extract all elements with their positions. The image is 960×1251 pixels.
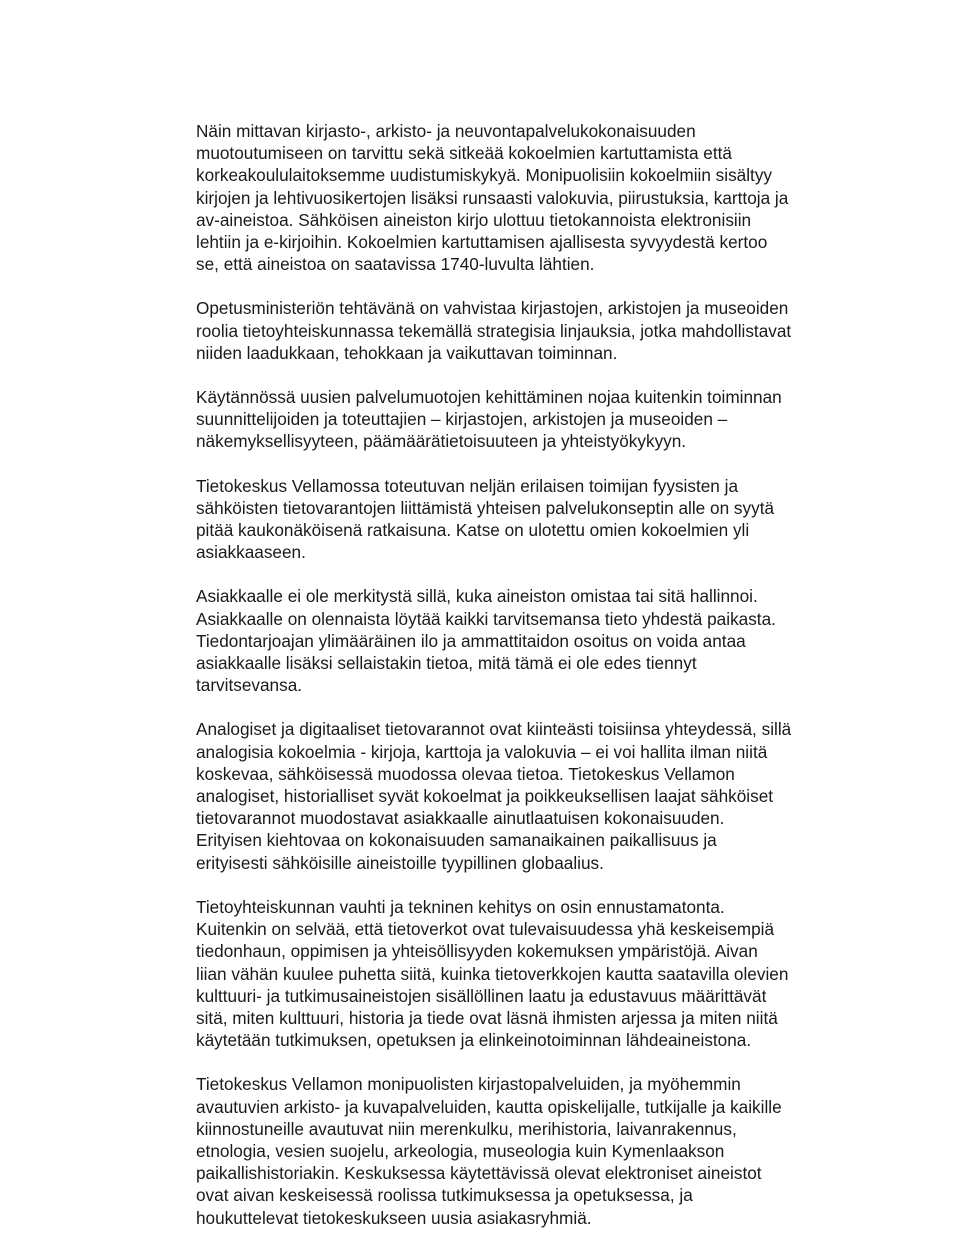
text-line: tiedonhaun, oppimisen ja yhteisöllisyyden kokemuksen ympäristöjä. Aivan [196,941,758,962]
paragraph-2 [196,297,896,364]
paragraph-5 [196,585,896,696]
text-line: Analogiset ja digitaaliset tietovarannot ovat kiinteästi toisiinsa yhteydessä, sillä [196,719,792,740]
text-line: Tietokeskus Vellamossa toteutuvan neljän erilaisen toimijan fyysisten ja [196,475,739,496]
text-line: korkeakoululaitoksemme uudistumiskykyä. Monipuolisiin kokoelmiin sisältyy [196,165,773,186]
paragraph-4 [196,475,896,564]
text-line: Näin mittavan kirjasto-, arkisto- ja neuvontapalvelukokonaisuuden [196,121,696,141]
text-line: se, että aineistoa on saatavissa 1740-luvulta lähtien. [196,254,595,275]
text-line: erityisesti sähköisille aineistoille tyypillinen globaalius. [196,852,604,873]
text-line: liian vähän kuulee puhetta siitä, kuinka tietoverkkojen kautta saatavilla olevien [196,963,789,984]
text-line: pitää kaukonäköisenä ratkaisuna. Katse on ulotettu omien kokoelmien yli [196,520,750,541]
text-line: Käytännössä uusien palvelumuotojen kehittäminen nojaa kuitenkin toiminnan [196,387,782,408]
text-line: av-aineistoa. Sähköisen aineiston kirjo ulottuu tietokannoista elektronisiin [196,209,752,230]
text-line: kiinnostuneille avautuvat niin merenkulku, merihistoria, laivanrakennus, [196,1118,737,1139]
text-line: kirjojen ja lehtivuosikertojen lisäksi runsaasti valokuvia, piirustuksia, karttoja ja [196,187,789,208]
paragraph-1 [196,120,896,275]
paragraph-3 [196,386,896,453]
document-page [196,120,896,1251]
text-line: asiakkaalle lisäksi sellaistakin tietoa, mitä tämä ei ole edes tiennyt [196,653,697,674]
text-line: roolia tietoyhteiskunnassa tekemällä strategisia linjauksia, jotka mahdollistavat [196,320,792,341]
text-line: suunnittelijoiden ja toteuttajien – kirjastojen, arkistojen ja museoiden – [196,409,728,430]
text-line: Tiedontarjoajan ylimääräinen ilo ja ammattitaidon osoitus on voida antaa [196,630,746,651]
text-line: Opetusministeriön tehtävänä on vahvistaa kirjastojen, arkistojen ja museoiden [196,298,789,319]
text-line: avautuvien arkisto- ja kuvapalveluiden, kautta opiskelijalle, tutkijalle ja kaikille [196,1096,782,1117]
text-line: asiakkaaseen. [196,542,306,563]
paragraph-8 [196,1073,896,1228]
text-line: ovat aivan keskeisessä roolissa tutkimuksessa ja opetuksessa, ja [196,1185,693,1206]
text-line: sitä, miten kulttuuri, historia ja tiede ovat läsnä ihmisten arjessa ja miten niitä [196,1007,778,1028]
text-line: Tietoyhteiskunnan vauhti ja tekninen kehitys on osin ennustamatonta. [196,896,725,917]
text-line: lehtiin ja e-kirjoihin. Kokoelmien kartuttamisen ajallisesta syvyydestä kertoo [196,232,768,253]
text-line: analogisia kokoelmia - kirjoja, karttoja ja valokuvia – ei voi hallita ilman niitä [196,741,768,762]
text-line: koskevaa, sähköisessä muodossa olevaa tietoa. Tietokeskus Vellamon [196,763,735,784]
text-line: kulttuuri- ja tutkimusaineistojen sisällöllinen laatu ja edustavuus määrittävät [196,985,767,1006]
text-line: muotoutumiseen on tarvittu sekä sitkeää kokoelmien kartuttamista että [196,143,732,164]
text-line: niiden laadukkaan, tehokkaan ja vaikuttavan toiminnan. [196,342,618,363]
text-line: Asiakkaalle ei ole merkitystä sillä, kuka aineiston omistaa tai sitä hallinnoi. [196,586,758,607]
text-line: houkuttelevat tietokeskukseen uusia asiakasryhmiä. [196,1207,592,1228]
text-line: sähköisten tietovarantojen liittämistä yhteisen palvelukonseptin alle on syytä [196,497,775,518]
text-line: etnologia, vesien suojelu, arkeologia, museologia kuin Kymenlaakson [196,1140,725,1161]
text-line: Erityisen kiehtovaa on kokonaisuuden samanaikainen paikallisuus ja [196,830,717,851]
paragraph-7 [196,896,896,1051]
text-line: Tietokeskus Vellamon monipuolisten kirjastopalveluiden, ja myöhemmin [196,1074,741,1095]
text-line: Asiakkaalle on olennaista löytää kaikki tarvitsemansa tieto yhdestä paikasta. [196,608,776,629]
text-line: paikallishistoriakin. Keskuksessa käytettävissä olevat elektroniset aineistot [196,1163,762,1184]
text-line: näkemyksellisyyteen, päämäärätietoisuuteen ja yhteistyökykyyn. [196,431,687,452]
text-line: tietovarannot muodostavat asiakkaalle ainutlaatuisen kokonaisuuden. [196,808,725,829]
text-line: analogiset, historialliset syvät kokoelmat ja poikkeuksellisen laajat sähköiset [196,786,774,807]
text-line: tarvitsevansa. [196,675,303,696]
text-line: käytetään tutkimuksen, opetuksen ja elinkeinotoiminnan lähdeaineistona. [196,1030,752,1051]
paragraph-6 [196,718,896,873]
text-line: Kuitenkin on selvää, että tietoverkot ovat tulevaisuudessa yhä keskeisempiä [196,919,775,940]
